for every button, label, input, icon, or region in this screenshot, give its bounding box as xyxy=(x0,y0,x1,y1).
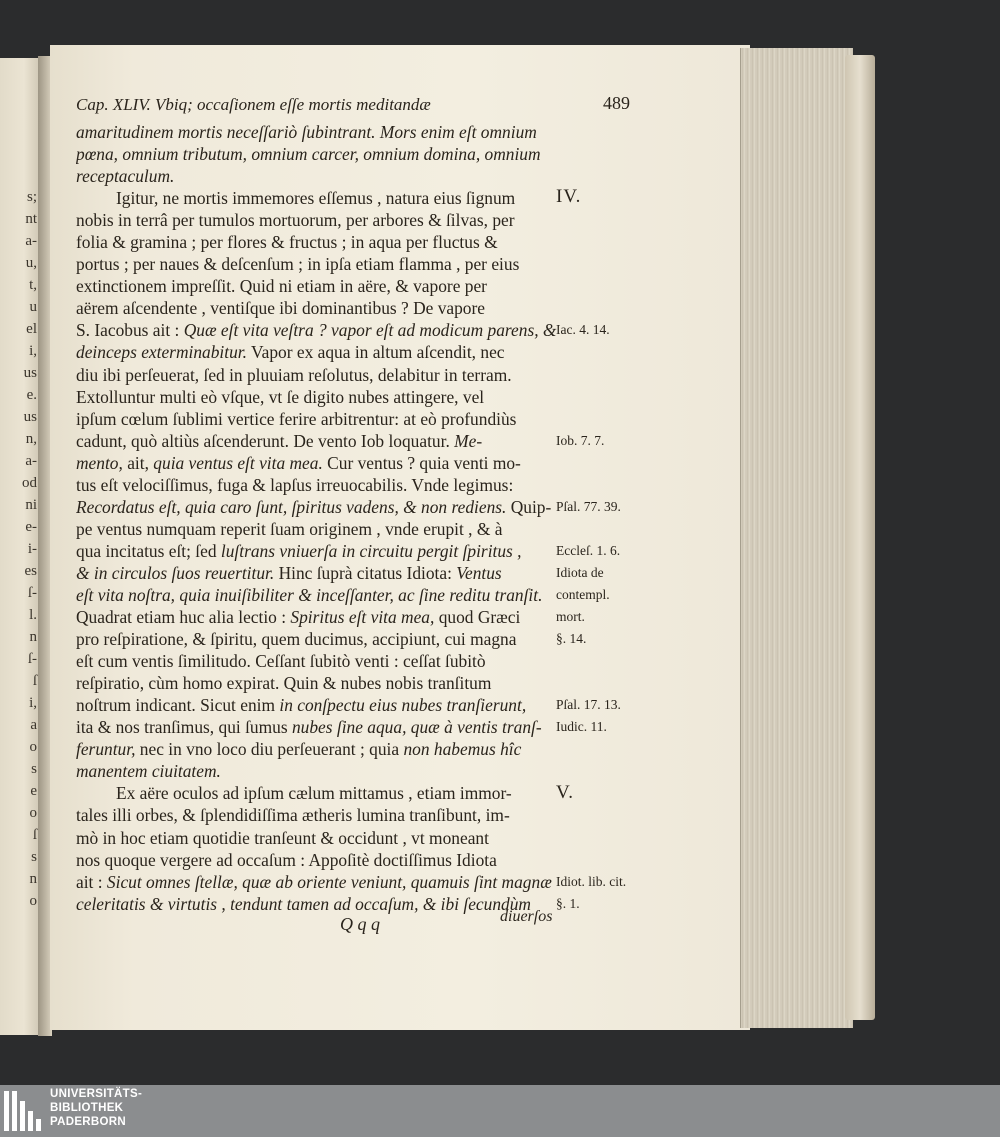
text-line xyxy=(76,231,636,253)
left-page-fragments xyxy=(0,186,40,912)
text-line xyxy=(76,562,636,584)
left-page-fragment: ſ- xyxy=(27,585,37,601)
roman-text: diu ibi perſeuerat, ſed in pluuiam reſolutus, delabitur in terram. xyxy=(76,364,512,385)
roman-text: Hinc ſuprà citatus Idiota: xyxy=(274,562,457,583)
text-line xyxy=(76,496,636,518)
roman-text: tus eſt velociſſimus, fuga & lapſus irreuocabilis. Vnde legimus: xyxy=(76,474,514,495)
left-page-fragment: i, xyxy=(29,695,37,711)
text-line xyxy=(76,275,636,297)
left-page-fragment: l. xyxy=(29,607,37,623)
margin-note: Pſal. 17. 13. xyxy=(556,697,621,713)
italic-text: Quæ eſt vita veſtra ? vapor eſt ad modicum parens, & xyxy=(183,320,557,341)
roman-text: tales illi orbes, & ſplendidiſſima ætheris lumina tranſibunt, im- xyxy=(76,805,510,826)
left-page-fragment: s; xyxy=(26,189,37,205)
margin-note: Pſal. 77. 39. xyxy=(556,498,621,514)
roman-text: ait : xyxy=(76,871,107,892)
roman-text: Cur ventus ? quia venti mo- xyxy=(322,452,521,473)
roman-text: extinctionem impreſſit. Quid ni etiam in aëre, & vapore per xyxy=(76,276,487,297)
roman-text: portus ; per naues & deſcenſum ; in ipſa etiam flamma , per eius xyxy=(76,254,520,275)
signature-mark: Q q q xyxy=(340,914,380,934)
italic-text: celeritatis & virtutis , tendunt tamen ad occaſum, & ibi ſecundùm xyxy=(76,893,531,914)
roman-text: eſt cum ventis ſimilitudo. Ceſſant ſubitò venti : ceſſat ſubitò xyxy=(76,651,486,672)
left-page-fragment: es xyxy=(24,563,37,579)
left-page-fragment: t, xyxy=(29,277,37,293)
italic-text: pœna, omnium tributum, omnium carcer, omnium domina, omnium xyxy=(76,144,541,165)
roman-text: cadunt, quò altiùs aſcenderunt. De vento Iob loquatur. xyxy=(76,430,455,451)
roman-text: reſpiratio, cùm homo expirat. Quin & nubes nobis tranſitum xyxy=(76,673,492,694)
roman-text: aërem aſcendente , ventiſque ibi dominantibus ? De vapore xyxy=(76,298,486,319)
left-page-fragment: a xyxy=(30,717,37,733)
text-line xyxy=(76,871,636,893)
left-page-fragment: e xyxy=(30,783,37,799)
library-name-line2: BIBLIOTHEK xyxy=(50,1102,124,1114)
margin-note: §. 1. xyxy=(556,895,580,911)
body-text xyxy=(76,121,636,915)
text-line xyxy=(76,849,636,871)
text-line xyxy=(76,760,636,782)
library-name-line1: UNIVERSITÄTS- xyxy=(50,1088,143,1100)
roman-text: Igitur, ne mortis immemores eſſemus , natura eius ſignum xyxy=(116,188,516,209)
margin-note: Iob. 7. 7. xyxy=(556,432,605,448)
left-page-fragment: i- xyxy=(27,541,37,557)
left-page-fragment: a- xyxy=(25,453,37,469)
margin-note: IV. xyxy=(556,186,582,208)
text-line xyxy=(76,121,636,143)
italic-text: non habemus hîc xyxy=(403,739,522,760)
left-page-fragment: n xyxy=(29,871,37,887)
text-line xyxy=(76,408,636,430)
roman-text: pe ventus numquam reperit ſuam originem , vnde erupit , & à xyxy=(76,518,503,539)
text-line xyxy=(76,606,636,628)
roman-text: mò in hoc etiam quotidie tranſeunt & occidunt , vt moneant xyxy=(76,827,489,848)
left-page-fragment: n, xyxy=(25,431,37,447)
left-page-fragment: od xyxy=(22,475,37,491)
text-line xyxy=(76,297,636,319)
italic-text: Recordatus eſt, quia caro ſunt, ſpiritus vadens, & non rediens. xyxy=(76,496,507,517)
italic-text: mento, xyxy=(76,452,123,473)
left-page-fragment: e. xyxy=(26,387,37,403)
left-page-fragment: a- xyxy=(25,233,37,249)
roman-text: nobis in terrâ per tumulos mortuorum, per arbores & ſilvas, per xyxy=(76,210,515,231)
text-line xyxy=(76,165,636,187)
text-line xyxy=(76,518,636,540)
italic-text: nubes ſine aqua, quæ à ventis tranſ- xyxy=(291,717,542,738)
left-page-fragment: us xyxy=(23,365,37,381)
text-line xyxy=(76,341,636,363)
roman-text: nec in vno loco diu perſeuerant ; quia xyxy=(135,739,404,760)
margin-note: Iac. 4. 14. xyxy=(556,322,610,338)
roman-text: Extolluntur multi eò vſque, vt ſe digito nubes attingere, vel xyxy=(76,386,485,407)
roman-text: Ex aëre oculos ad ipſum cælum mittamus , etiam immor- xyxy=(116,783,512,804)
left-page-fragment: n xyxy=(29,629,37,645)
text-line xyxy=(76,650,636,672)
text-line xyxy=(76,143,636,165)
library-logo-icon xyxy=(4,1091,46,1131)
running-head-title: Cap. XLIV. Vbiq; occaſionem eſſe mortis meditandæ xyxy=(76,95,431,114)
margin-note: mort. xyxy=(556,609,585,625)
book-cover-edge xyxy=(845,55,875,1020)
left-page-fragment: e- xyxy=(25,519,37,535)
roman-text: S. Iacobus ait : xyxy=(76,320,184,341)
italic-text: receptaculum. xyxy=(76,166,175,187)
italic-text: Sicut omnes ſtellæ, quæ ab oriente veniunt, quamuis ſint magnæ xyxy=(106,871,552,892)
text-line xyxy=(76,430,636,452)
italic-text: deinceps exterminabitur. xyxy=(76,342,247,363)
text-line xyxy=(76,540,636,562)
text-line xyxy=(76,474,636,496)
roman-text: Vapor ex aqua in altum aſcendit, nec xyxy=(246,342,505,363)
left-page-edge xyxy=(0,58,41,1035)
left-page-fragment: ſ- xyxy=(27,651,37,667)
text-line xyxy=(76,827,636,849)
text-line xyxy=(76,782,636,804)
text-line xyxy=(76,452,636,474)
margin-note: Iudic. 11. xyxy=(556,719,607,735)
roman-text: nos quoque vergere ad occaſum : Appoſitè doctiſſimus Idiota xyxy=(76,849,497,870)
margin-note: Idiot. lib. cit. xyxy=(556,873,627,889)
left-page-fragment: ſ xyxy=(32,827,37,843)
left-page-fragment: el xyxy=(26,321,37,337)
text-line xyxy=(76,738,636,760)
text-line xyxy=(76,253,636,275)
italic-text: & in circulos ſuos reuertitur. xyxy=(76,562,275,583)
library-name-line3: PADERBORN xyxy=(50,1116,126,1128)
left-page-fragment: u, xyxy=(25,255,37,271)
left-page-fragment: o xyxy=(29,893,37,909)
roman-text: quod Græci xyxy=(434,607,521,628)
left-page-fragment: o xyxy=(29,739,37,755)
margin-note: Idiota de xyxy=(556,565,604,580)
margin-note: §. 14. xyxy=(556,631,587,647)
left-page-fragment: us xyxy=(23,409,37,425)
text-line xyxy=(76,187,636,209)
roman-text: ipſum cœlum ſublimi vertice ferire arbitrentur: at eò profundiùs xyxy=(76,408,517,429)
roman-text: pro reſpiratione, & ſpiritu, quem ducimus, accipiunt, cui magna xyxy=(76,629,517,650)
roman-text: folia & gramina ; per flores & fructus ; in aqua per fluctus & xyxy=(76,232,498,253)
left-page-fragment: nt xyxy=(25,211,37,227)
text-line xyxy=(76,319,636,341)
left-page-fragment: o xyxy=(29,805,37,821)
left-page-fragment: i, xyxy=(29,343,37,359)
roman-text: Quip- xyxy=(506,496,552,517)
italic-text: amaritudinem mortis neceſſariò ſubintrant. Mors enim eſt omnium xyxy=(76,122,537,142)
left-page-fragment: s xyxy=(31,849,37,865)
italic-text: feruntur, xyxy=(76,739,136,760)
roman-text: Quadrat etiam huc alia lectio : xyxy=(76,607,291,628)
page-number: 489 xyxy=(603,93,630,113)
roman-text: ait, xyxy=(122,452,154,473)
text-line xyxy=(76,364,636,386)
text-line xyxy=(76,694,636,716)
page-fore-edge xyxy=(740,48,853,1028)
text-line xyxy=(76,628,636,650)
text-line xyxy=(76,716,636,738)
italic-text: Me- xyxy=(454,430,483,451)
left-page-fragment: s xyxy=(31,761,37,777)
italic-text: Spiritus eſt vita mea, xyxy=(290,607,435,628)
margin-note: Eccleſ. 1. 6. xyxy=(556,542,621,558)
text-line xyxy=(76,672,636,694)
roman-text: ita & nos tranſimus, qui ſumus xyxy=(76,717,292,738)
page-text-block xyxy=(76,95,636,915)
roman-text: qua incitatus eſt; ſed xyxy=(76,540,221,561)
italic-text: in conſpectu eius nubes tranſierunt, xyxy=(279,695,527,716)
margin-note: V. xyxy=(556,781,575,803)
text-line xyxy=(76,209,636,231)
library-name xyxy=(50,1087,142,1129)
italic-text: Ventus xyxy=(456,562,502,583)
left-page-fragment: ni xyxy=(25,497,37,513)
margin-note: contempl. xyxy=(556,587,610,603)
library-footer xyxy=(0,1085,1000,1137)
italic-text: eſt vita noſtra, quia inuiſibiliter & inceſſanter, ac ſine reditu tranſit. xyxy=(76,584,543,605)
text-line xyxy=(76,386,636,408)
text-line xyxy=(76,584,636,606)
italic-text: luſtrans vniuerſa in circuitu pergit ſpiritus , xyxy=(220,540,522,561)
left-page-fragment: ſ xyxy=(32,673,37,689)
italic-text: manentem ciuitatem. xyxy=(76,761,221,782)
catchword: diuerſos xyxy=(500,908,553,925)
running-head xyxy=(76,95,636,121)
text-line xyxy=(76,804,636,826)
left-page-fragment: u xyxy=(29,299,37,315)
roman-text: noſtrum indicant. Sicut enim xyxy=(76,695,280,716)
italic-text: quia ventus eſt vita mea. xyxy=(153,452,323,473)
